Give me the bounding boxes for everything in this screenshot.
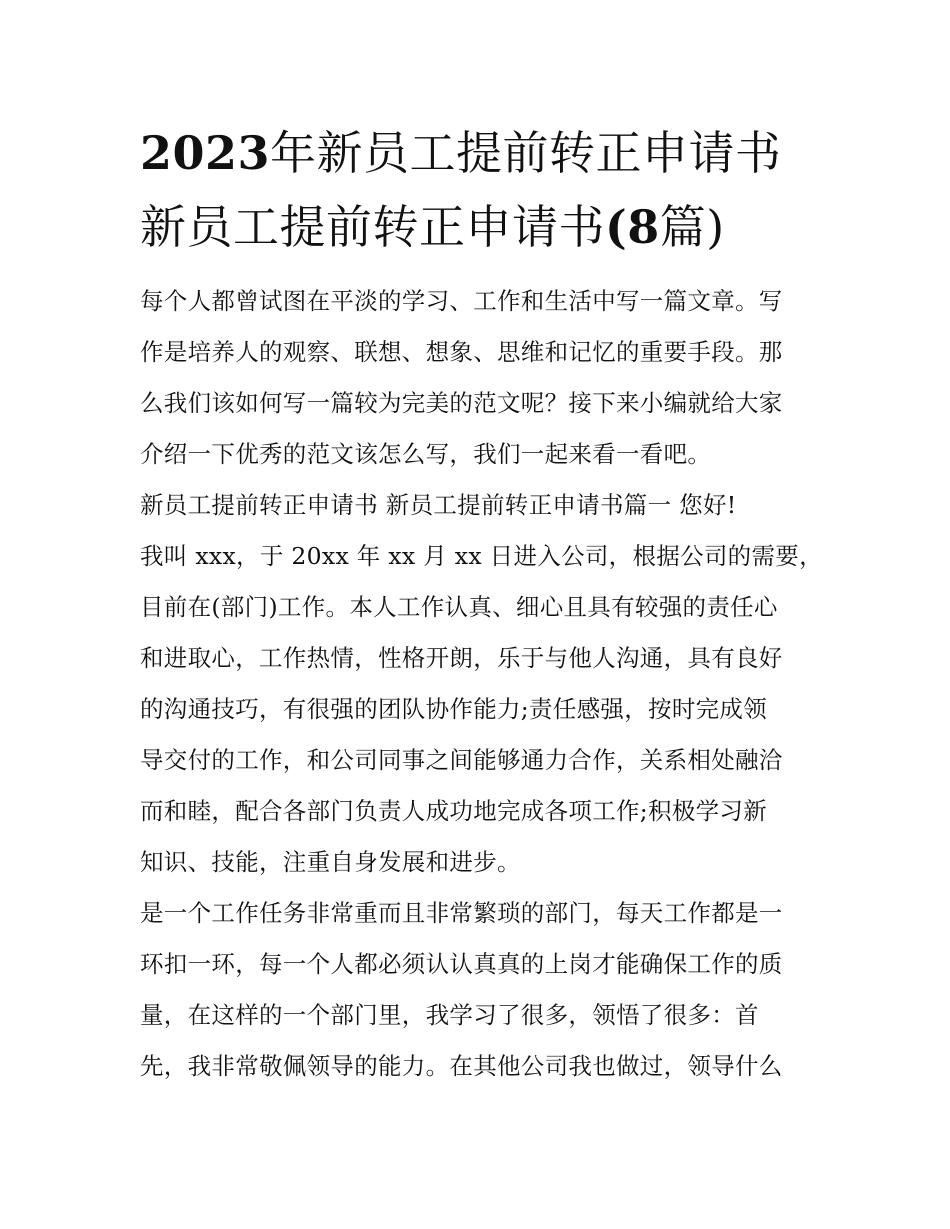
- body-line: 先，我非常敬佩领导的能力。在其他公司我也做过，领导什么: [140, 1052, 783, 1080]
- document-body: [140, 276, 823, 1092]
- body-line: 和进取心，工作热情，性格开朗，乐于与他人沟通，具有良好: [140, 644, 783, 672]
- body-line: 而和睦，配合各部门负责人成功地完成各项工作;积极学习新: [140, 797, 768, 825]
- title-line-2: [140, 190, 820, 264]
- body-line: 量，在这样的一个部门里，我学习了很多，领悟了很多：首: [140, 1001, 759, 1029]
- body-line: 是一个工作任务非常重而且非常繁琐的部门，每天工作都是一: [140, 899, 783, 927]
- body-line: 知识、技能，注重自身发展和进步。: [140, 848, 521, 876]
- title-line-2-text: 新员工提前转正申请书: [140, 200, 605, 254]
- title-count-open: (8: [605, 200, 660, 254]
- body-line: 每个人都曾试图在平淡的学习、工作和生活中写一篇文章。写: [140, 287, 783, 315]
- title-count-close: 篇): [659, 200, 725, 254]
- body-line: 目前在(部门)工作。本人工作认真、细心且具有较强的责任心: [140, 593, 778, 621]
- body-line: 我叫 xxx，于 20xx 年 xx 月 xx 日进入公司，根据公司的需要，: [140, 542, 823, 570]
- body-line: 么我们该如何写一篇较为完美的范文呢？接下来小编就给大家: [140, 389, 783, 417]
- body-line: 新员工提前转正申请书 新员工提前转正申请书篇一 您好!: [140, 491, 737, 519]
- body-line: 介绍一下优秀的范文该怎么写，我们一起来看一看吧。: [140, 440, 712, 468]
- body-line: 的沟通技巧，有很强的团队协作能力;责任感强，按时完成领: [140, 695, 768, 723]
- title-year: 2023: [140, 126, 271, 180]
- document-title: [140, 116, 820, 264]
- body-line: 导交付的工作，和公司同事之间能够通力合作，关系相处融洽: [140, 746, 783, 774]
- title-line-1-text: 年新员工提前转正申请书: [270, 126, 782, 180]
- title-line-1: [140, 116, 820, 190]
- body-line: 环扣一环，每一个人都必须认认真真的上岗才能确保工作的质: [140, 950, 783, 978]
- body-line: 作是培养人的观察、联想、想象、思维和记忆的重要手段。那: [140, 338, 783, 366]
